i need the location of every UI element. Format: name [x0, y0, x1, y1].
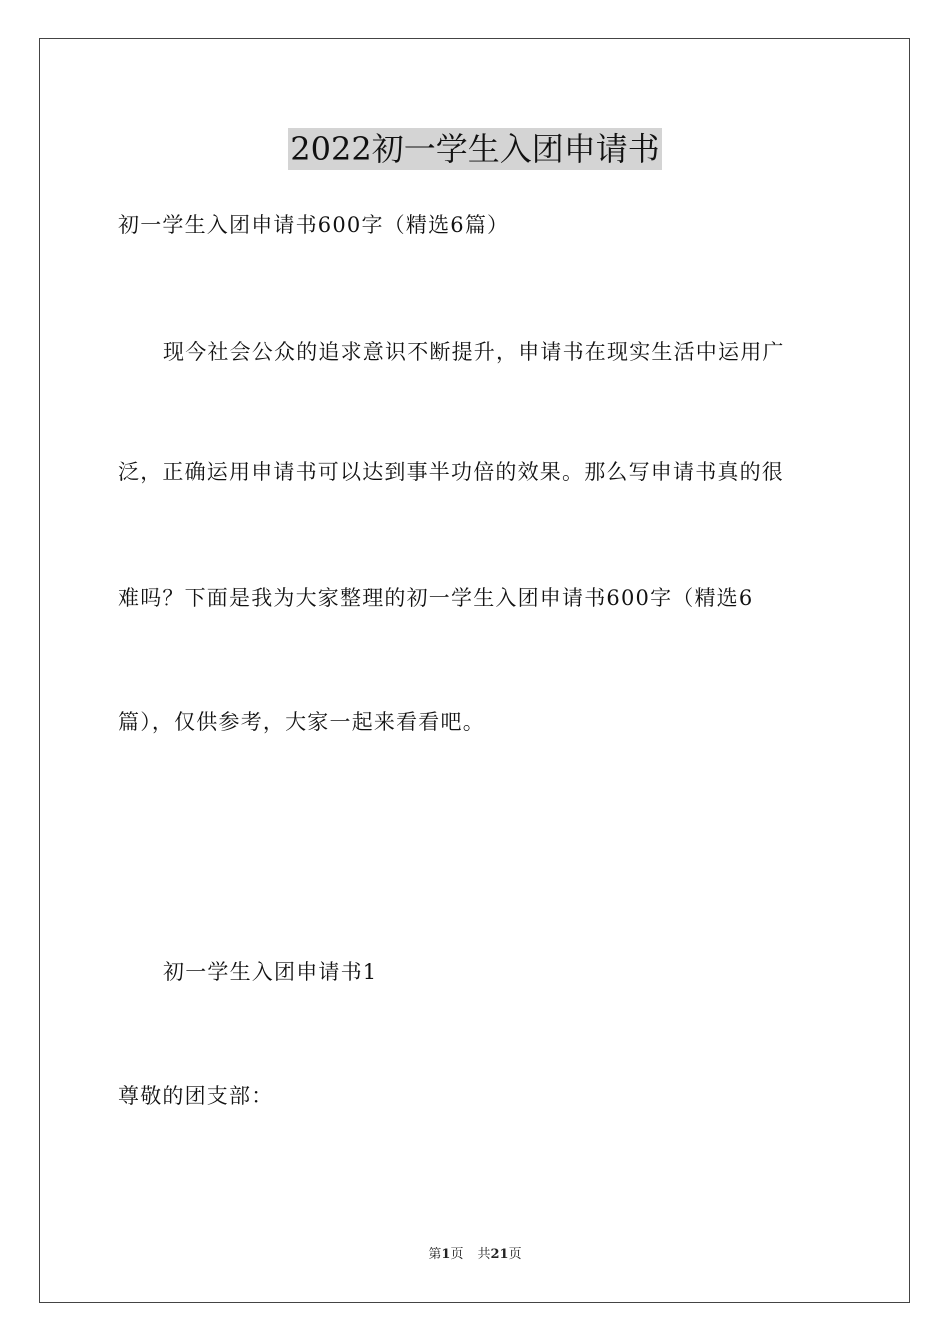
footer-page-number: 1: [441, 1247, 451, 1262]
intro-paragraph-line-2: 泛，正确运用申请书可以达到事半功倍的效果。那么写申请书真的很: [118, 460, 784, 484]
footer-total-pages: 21: [490, 1247, 509, 1262]
intro-paragraph-line-4: 篇），仅供参考，大家一起来看看吧。: [118, 710, 485, 734]
intro-paragraph-line-3: 难吗？下面是我为大家整理的初一学生入团申请书600字（精选6: [118, 586, 754, 610]
footer-total-prefix: 共: [477, 1247, 491, 1262]
footer-page-prefix: 第: [428, 1247, 442, 1262]
intro-paragraph-line-1: 现今社会公众的追求意识不断提升，申请书在现实生活中运用广: [163, 340, 785, 364]
section-heading: 初一学生入团申请书1: [163, 960, 378, 984]
title-container: [0, 128, 950, 170]
document-subtitle: 初一学生入团申请书600字（精选6篇）: [118, 213, 510, 237]
footer-total-suffix: 页: [508, 1247, 522, 1262]
page-footer: [0, 1246, 950, 1264]
salutation: 尊敬的团支部：: [118, 1084, 274, 1108]
document-title: 2022初一学生入团申请书: [290, 130, 660, 168]
footer-page-suffix: 页: [450, 1247, 464, 1262]
